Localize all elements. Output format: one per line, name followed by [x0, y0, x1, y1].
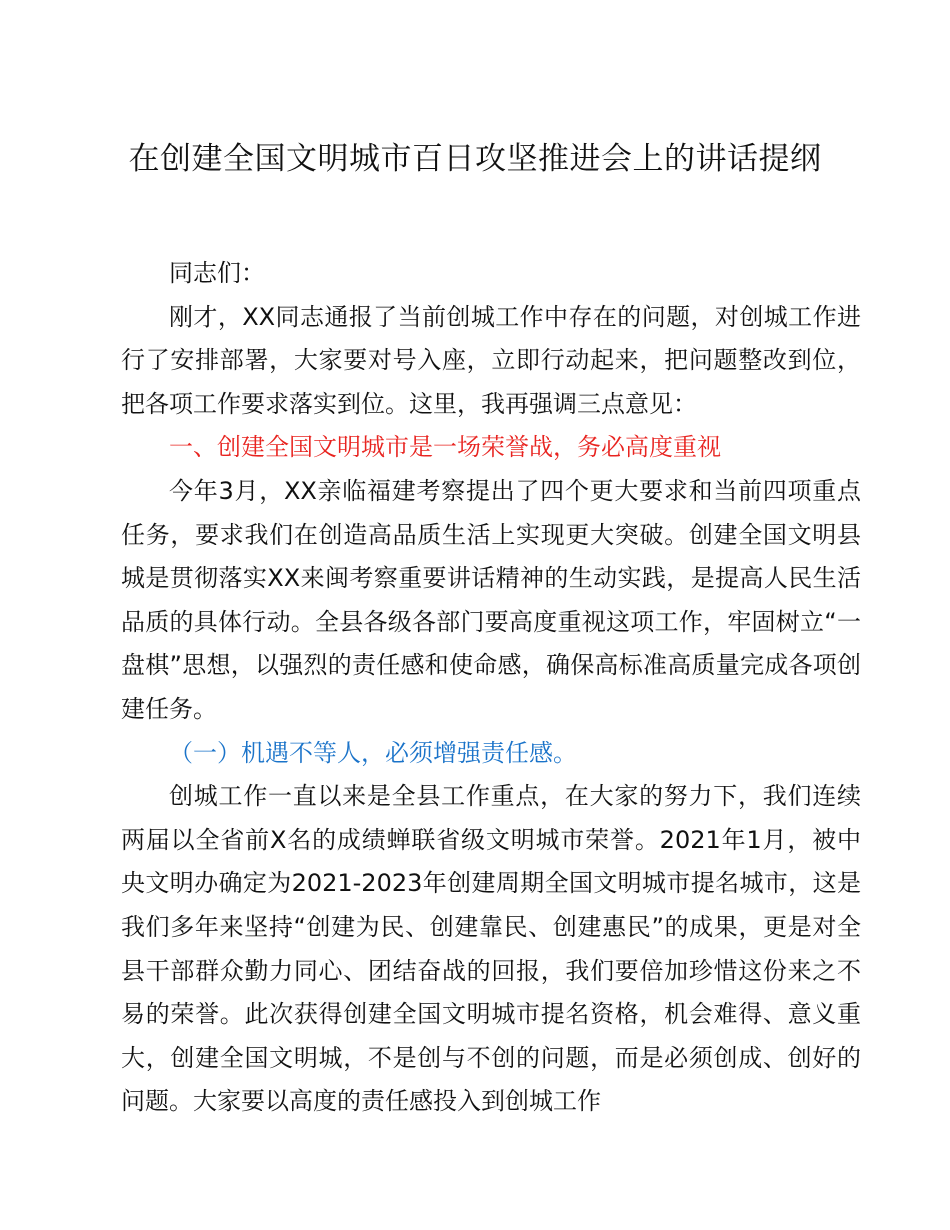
document-title: 在创建全国文明城市百日攻坚推进会上的讲话提纲	[128, 141, 822, 177]
document-body	[121, 252, 861, 1124]
intro-paragraph: 刚才，XX同志通报了当前创城工作中存在的问题，对创城工作进行了安排部署，大家要对号入座，立即行动起来，把问题整改到位，把各项工作要求落实到位。这里，我再强调三点意见：	[121, 302, 861, 418]
salutation: 同志们：	[169, 259, 265, 287]
section-heading-1: 一、创建全国文明城市是一场荣誉战，务必高度重视	[169, 433, 721, 462]
subsection-paragraph-1: 创城工作一直以来是全县工作重点，在大家的努力下，我们连续两届以全省前X名的成绩蝉联省级文明城市荣誉。2021年1月，被中央文明办确定为2021-2023年创建周期全国文明城市提名城市，这是我们多年来坚持“创建为民、创建靠民、创建惠民”的成果，更是对全县干部群众勤力同心、团结奋战的回报，我们要倍加珍惜这份来之不易的荣誉。此次获得创建全国文明城市提名资格，机会难得、意义重大，创建全国文明城，不是创与不创的问题，而是必须创成、创好的问题。大家要以高度的责任感投入到创城工作	[121, 782, 861, 1116]
subsection-heading-1: （一）机遇不等人，必须增强责任感。	[169, 738, 577, 767]
section-paragraph-1: 今年3月，XX亲临福建考察提出了四个更大要求和当前四项重点任务，要求我们在创造高品质生活上实现更大突破。创建全国文明县城是贯彻落实XX来闽考察重要讲话精神的生动实践，是提高人民生活品质的具体行动。全县各级各部门要高度重视这项工作，牢固树立“一盘棋”思想，以强烈的责任感和使命感，确保高标准高质量完成各项创建任务。	[121, 476, 861, 723]
